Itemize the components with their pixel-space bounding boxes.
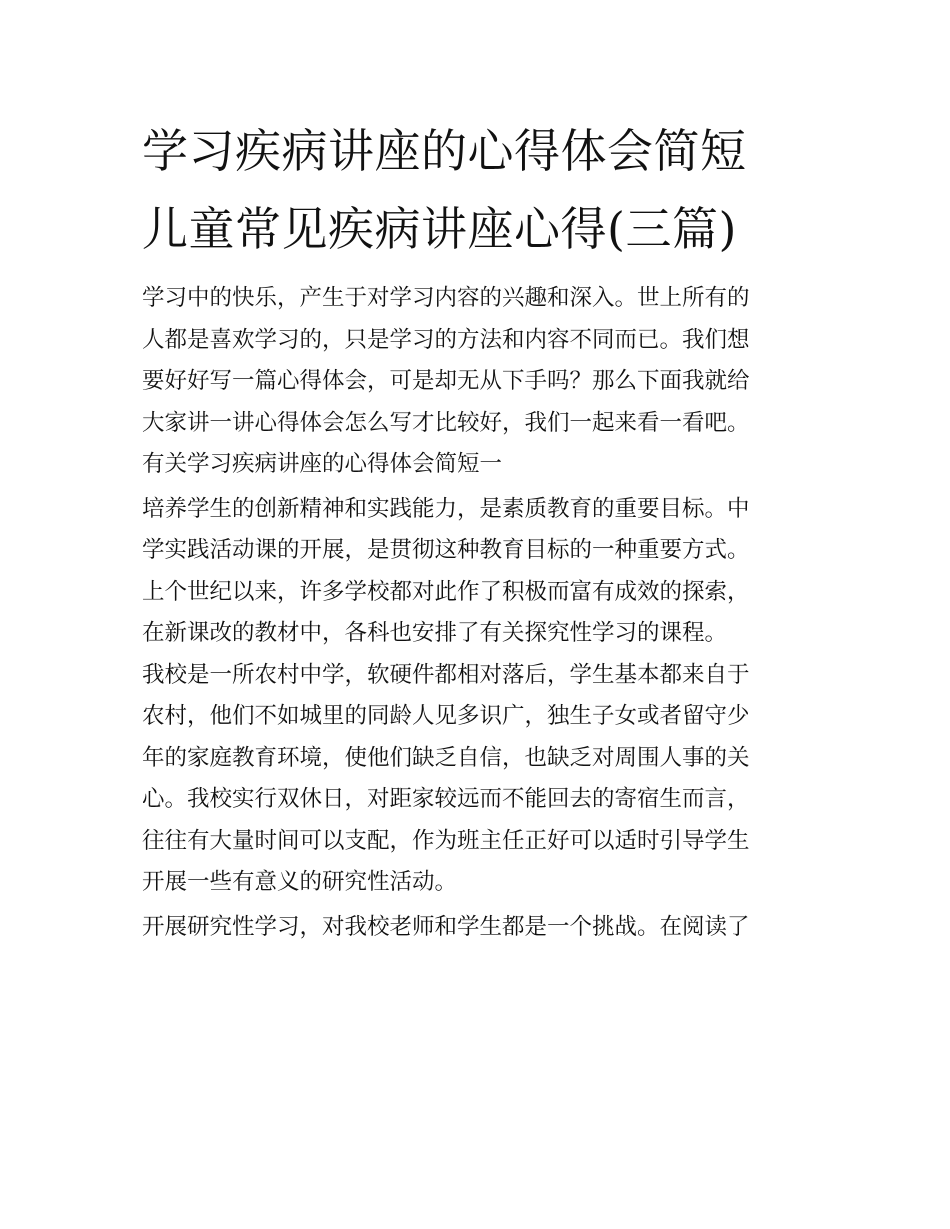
paragraph-2-line-6: 开展一些有意义的研究性活动。 <box>142 869 458 895</box>
paragraph-1-line-4: 在新课改的教材中，各科也安排了有关探究性学习的课程。 <box>142 620 728 646</box>
intro-paragraph <box>142 278 822 444</box>
paragraph-1 <box>142 489 822 655</box>
paragraph-2-line-3: 年的家庭教育环境，使他们缺乏自信，也缺乏对周围人事的关 <box>142 744 750 771</box>
title-line-1: 学习疾病讲座的心得体会简短 <box>142 124 747 178</box>
paragraph-2-line-5: 往往有大量时间可以支配，作为班主任正好可以适时引导学生 <box>142 827 750 854</box>
document-page <box>142 112 822 948</box>
paragraph-1-line-3: 上个世纪以来，许多学校都对此作了积极而富有成效的探索， <box>142 578 750 605</box>
paragraph-2-line-4: 心。我校实行双休日，对距家较远而不能回去的寄宿生而言， <box>142 786 750 812</box>
document-title <box>142 112 822 268</box>
paragraph-3 <box>142 907 822 949</box>
title-line-2: 儿童常见疾病讲座心得(三篇) <box>142 202 737 256</box>
section-heading: 有关学习疾病讲座的心得体会简短一 <box>142 451 503 477</box>
paragraph-1-line-1: 培养学生的创新精神和实践能力，是素质教育的重要目标。中 <box>142 495 750 522</box>
paragraph-2-line-2: 农村，他们不如城里的同龄人见多识广，独生子女或者留守少 <box>142 703 750 729</box>
intro-line-3: 要好好写一篇心得体会，可是却无从下手吗？那么下面我就给 <box>142 368 750 394</box>
intro-line-1: 学习中的快乐，产生于对学习内容的兴趣和深入。世上所有的 <box>142 285 750 311</box>
paragraph-2 <box>142 655 822 904</box>
document-body <box>142 278 822 948</box>
intro-line-4: 大家讲一讲心得体会怎么写才比较好，我们一起来看一看吧。 <box>142 409 750 436</box>
intro-line-2: 人都是喜欢学习的，只是学习的方法和内容不同而已。我们想 <box>142 326 750 353</box>
paragraph-2-line-1: 我校是一所农村中学，软硬件都相对落后，学生基本都来自于 <box>142 661 750 688</box>
paragraph-3-line-1: 开展研究性学习，对我校老师和学生都是一个挑战。在阅读了 <box>142 913 750 940</box>
paragraph-1-line-2: 学实践活动课的开展，是贯彻这种教育目标的一种重要方式。 <box>142 537 750 563</box>
